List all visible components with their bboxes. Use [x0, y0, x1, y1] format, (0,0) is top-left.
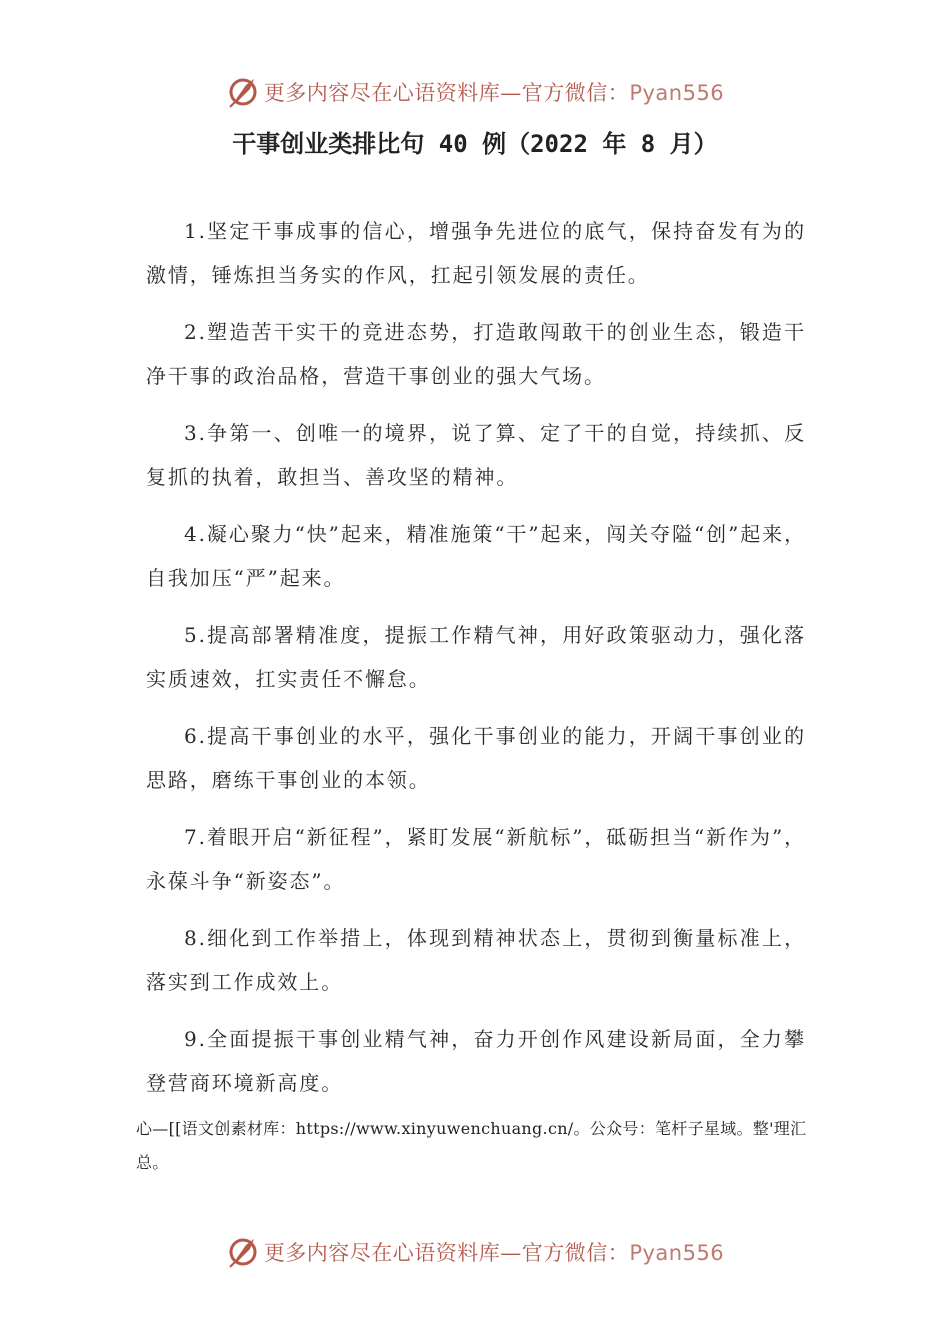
wechat-id: Pyan556 [629, 81, 725, 105]
list-item: 6.提高干事创业的水平，强化干事创业的能力，开阔干事创业的思路，磨练干事创业的本领。 [146, 724, 806, 792]
source-footer: 心—[[语文创素材库：https://www.xinyuwenchuang.cn/。公众号：笔杆子星域。整'理汇总。 [136, 1119, 807, 1172]
list-item: 8.细化到工作举措上，体现到精神状态上，贯彻到衡量标准上，落实到工作成效上。 [146, 926, 806, 994]
banner-text: 更多内容尽在心语资料库—官方微信：Pyan556 [263, 1241, 725, 1265]
quill-pen-logo-icon [226, 75, 260, 109]
list-item: 5.提高部署精准度，提振工作精气神，用好政策驱动力，强化落实质速效，扛实责任不懈怠。 [146, 623, 806, 691]
list-item: 7.着眼开启“新征程”，紧盯发展“新航标”，砥砺担当“新作为”，永葆斗争“新姿态”。 [146, 825, 806, 893]
footer-banner [0, 1232, 950, 1272]
list-item: 9.全面提振干事创业精气神，奋力开创作风建设新局面，全力攀登营商环境新高度。 [146, 1027, 806, 1095]
banner-text: 更多内容尽在心语资料库—官方微信：Pyan556 [263, 81, 725, 105]
list-item: 2.塑造苦干实干的竞进态势，打造敢闯敢干的创业生态，锻造干净干事的政治品格，营造干事创业的强大气场。 [146, 320, 806, 388]
wechat-id: Pyan556 [629, 1241, 725, 1265]
quill-pen-logo-icon [226, 1235, 260, 1269]
header-banner [0, 72, 950, 112]
list-item: 4.凝心聚力“快”起来，精准施策“干”起来，闯关夺隘“创”起来，自我加压“严”起来。 [146, 522, 806, 590]
document-title: 干事创业类排比句 40 例（2022 年 8 月） [232, 130, 718, 158]
sentence-list [146, 209, 806, 1118]
list-item: 3.争第一、创唯一的境界，说了算、定了干的自觉，持续抓、反复抓的执着，敢担当、善攻坚的精神。 [146, 421, 806, 489]
list-item: 1.坚定干事成事的信心，增强争先进位的底气，保持奋发有为的激情，锤炼担当务实的作风，扛起引领发展的责任。 [146, 219, 806, 287]
